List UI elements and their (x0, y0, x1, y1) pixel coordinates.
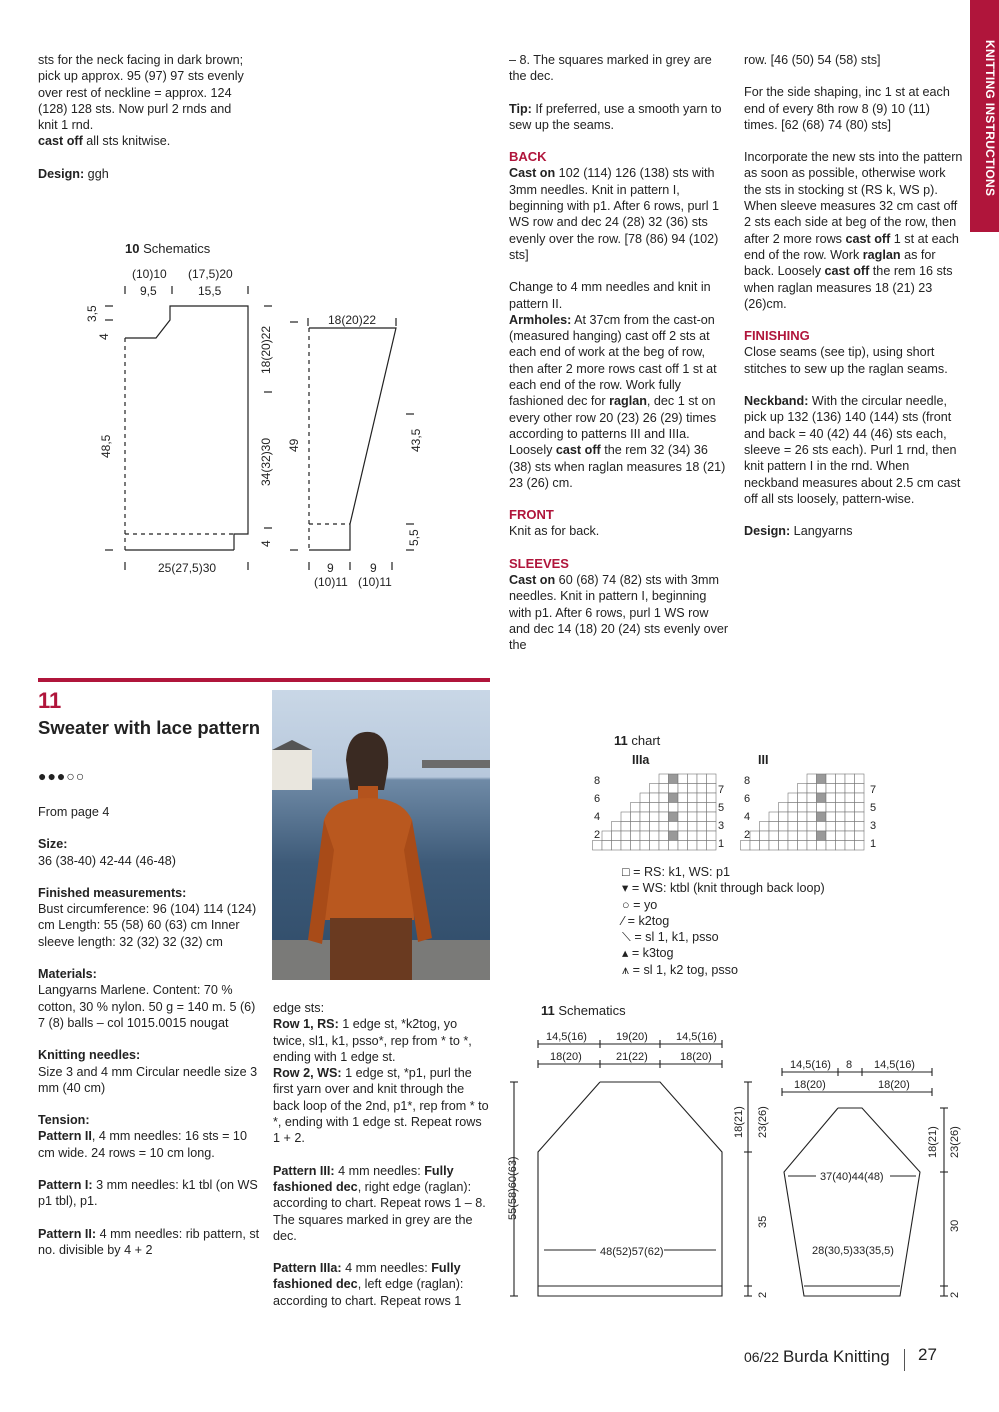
chart-cell (688, 822, 698, 832)
chart-cell (826, 784, 836, 794)
chart-cell (669, 803, 679, 813)
chart-cell (826, 812, 836, 822)
chart-cell (593, 841, 603, 851)
chart-cell (807, 831, 817, 841)
svg-text:6: 6 (744, 793, 751, 805)
materials-label: Materials: (38, 967, 97, 982)
svg-text:19(20): 19(20) (616, 1031, 648, 1043)
dim-label: 34(32)30 (259, 437, 273, 486)
from-page-text: From page 4 (38, 805, 110, 819)
chart-cell (678, 822, 688, 832)
size-label: Size: (38, 837, 68, 852)
chart-cell (817, 831, 827, 841)
chart-cell (788, 803, 798, 813)
page-footer (744, 1345, 937, 1366)
chart-cell (826, 831, 836, 841)
svg-text:7: 7 (718, 784, 725, 796)
chart-cell (798, 841, 808, 851)
side-shaping-text: For the side shaping, inc 1 st at each end of every 8th row 8 (9) 10 (11) times. [62 (68) 74 (80) sts] (744, 85, 950, 132)
svg-text:30: 30 (949, 1219, 961, 1232)
dim-label: 18(20)22 (328, 313, 377, 327)
change-needles-text: Change to 4 mm needles and knit in pattern II. (509, 280, 711, 311)
magazine-name: Burda Knitting (782, 1347, 890, 1366)
svg-text:4: 4 (594, 811, 601, 823)
chart-cell (602, 831, 612, 841)
chart-cell (621, 812, 631, 822)
chart-cell (845, 831, 855, 841)
chart-cell (826, 793, 836, 803)
svg-text:18(20): 18(20) (680, 1051, 712, 1063)
chart-cell (659, 793, 669, 803)
chart-cell (669, 784, 679, 794)
sleeves-heading: SLEEVES (509, 555, 569, 571)
chart-cell (612, 841, 622, 851)
chart-cell (798, 812, 808, 822)
top-column-1: sts for the neck facing in dark brown; pick up approx. 95 (97) 97 sts evenly over rest of neckline = approx. 124 (128) 128 sts. Now purl 2 rnds and knit 1 rnd. cast off all sts knitwise. Design: ggh (38, 52, 253, 198)
chart-cell (640, 812, 650, 822)
chart-cell (640, 822, 650, 832)
chart-cell (855, 841, 865, 851)
chart-cell (688, 803, 698, 813)
svg-text:4: 4 (744, 811, 751, 823)
chart-cell (669, 822, 679, 832)
svg-text:14,5(16): 14,5(16) (874, 1059, 915, 1071)
svg-text:7: 7 (870, 784, 877, 796)
svg-text:5: 5 (870, 802, 877, 814)
chart-cell (650, 822, 660, 832)
chart-cell (688, 841, 698, 851)
chart-cell (826, 841, 836, 851)
chart-cell (807, 803, 817, 813)
svg-text:1: 1 (870, 838, 877, 850)
design-label: Design: (744, 524, 791, 539)
chart-iii-cells (741, 774, 865, 850)
design-value: Langyarns (790, 524, 853, 539)
chart-cell (707, 822, 717, 832)
chart-cell (659, 841, 669, 851)
section-divider (38, 678, 490, 682)
tip-label: Tip: (509, 101, 532, 116)
chart-cell (650, 812, 660, 822)
chart-cell (855, 774, 865, 784)
size-value: 36 (38-40) 42-44 (46-48) (38, 853, 176, 868)
dim-label: 49 (287, 438, 301, 452)
chart-cell (826, 803, 836, 813)
svg-text:18(20): 18(20) (550, 1051, 582, 1063)
chart-cell (640, 841, 650, 851)
chart-cell (817, 822, 827, 832)
chart-cell (760, 831, 770, 841)
chart-cell (798, 784, 808, 794)
chart-cell (798, 793, 808, 803)
chart-cell (697, 812, 707, 822)
chart-cell (760, 841, 770, 851)
chart-iii-title: III (758, 753, 769, 767)
chart-cell (836, 812, 846, 822)
dim-label: 48,5 (99, 434, 113, 458)
chart-cell (788, 841, 798, 851)
svg-text:18(20): 18(20) (794, 1079, 826, 1091)
chart-cell (650, 803, 660, 813)
chart-11-title: 11 chart (614, 733, 661, 748)
chart-cell (845, 784, 855, 794)
chart-cell (845, 774, 855, 784)
chart-cell (845, 822, 855, 832)
chart-cell (621, 841, 631, 851)
dim-label: 9 (327, 561, 334, 575)
chart-cell (650, 784, 660, 794)
schematic-11-title: 11 Schematics (541, 1003, 626, 1018)
chart-cell (807, 841, 817, 851)
issue-number: 06/22 (744, 1349, 780, 1365)
cast-off-bold: cast off (38, 134, 83, 149)
chart-cell (669, 831, 679, 841)
chart-cell (659, 774, 669, 784)
chart-cell (640, 831, 650, 841)
chart-cell (650, 831, 660, 841)
legend-item: ▴ = k3tog (622, 946, 674, 961)
design-label: Design: (38, 166, 85, 181)
chart-cell (788, 822, 798, 832)
dim-label: (10)10 (132, 267, 167, 281)
chart-cell (855, 831, 865, 841)
tension-label: Tension: (38, 1113, 90, 1128)
chart-cell (788, 812, 798, 822)
chart-cell (688, 812, 698, 822)
schematic-11-diagram (500, 1020, 970, 1310)
dim-label: 4 (259, 540, 273, 547)
svg-text:23(26): 23(26) (757, 1106, 769, 1138)
chart-cell (769, 831, 779, 841)
chart-cell (688, 793, 698, 803)
chart-cell (688, 774, 698, 784)
chart-cell (631, 812, 641, 822)
armholes-label: Armholes: (509, 312, 572, 327)
chart-cell (845, 841, 855, 851)
chart-cell (817, 784, 827, 794)
chart-cell (697, 784, 707, 794)
chart-cell (612, 822, 622, 832)
svg-text:6: 6 (594, 793, 601, 805)
svg-text:55(58)60(63): 55(58)60(63) (507, 1156, 519, 1220)
chart-cell (659, 822, 669, 832)
svg-text:5: 5 (718, 802, 725, 814)
difficulty-rating: ●●●○○ (38, 768, 86, 784)
schematic-10-title: 10 Schematics (125, 241, 211, 256)
chart-cell (688, 831, 698, 841)
chart-cell (640, 793, 650, 803)
chart-cell (845, 793, 855, 803)
chart-cell (836, 774, 846, 784)
chart-cell (621, 831, 631, 841)
chart-legend (622, 864, 825, 978)
dim-label: 43,5 (409, 428, 423, 452)
chart-cell (855, 784, 865, 794)
svg-text:48(52)57(62): 48(52)57(62) (600, 1246, 664, 1258)
chart-iiia-title: IIIa (632, 753, 650, 767)
legend-item: ▾ = WS: ktbl (knit through back loop) (622, 881, 825, 896)
legend-item: ⩚ = sl 1, k2 tog, psso (622, 962, 738, 977)
chart-cell (855, 793, 865, 803)
legend-item: ⟍ = sl 1, k1, psso (622, 930, 719, 945)
svg-text:8: 8 (594, 775, 601, 787)
chart-cell (817, 793, 827, 803)
back-heading: BACK (509, 149, 547, 165)
svg-text:2: 2 (744, 829, 751, 841)
svg-text:8: 8 (744, 775, 751, 787)
chart-cell (845, 803, 855, 813)
svg-text:28(30,5)33(35,5): 28(30,5)33(35,5) (812, 1245, 894, 1257)
chart-cell (707, 812, 717, 822)
chart-cell (779, 841, 789, 851)
chart-cell (788, 831, 798, 841)
chart-cell (836, 822, 846, 832)
chart-cell (817, 774, 827, 784)
chart-cell (779, 812, 789, 822)
legend-item: ⁄ = k2tog (622, 913, 670, 928)
front-text: Knit as for back. (509, 524, 600, 539)
chart-cell (798, 822, 808, 832)
svg-text:2: 2 (594, 829, 601, 841)
chart-cell (836, 803, 846, 813)
pattern-i-label: Pattern I: (38, 1178, 93, 1193)
chart-cell (640, 803, 650, 813)
pattern-ii-label: Pattern II: (38, 1226, 97, 1241)
chart-cell (659, 803, 669, 813)
svg-text:35: 35 (757, 1215, 769, 1228)
chart-cell (855, 812, 865, 822)
chart-cell (707, 774, 717, 784)
design-value: ggh (84, 166, 109, 181)
svg-text:3: 3 (870, 820, 877, 832)
dim-label: (10)11 (314, 575, 348, 589)
row1-label: Row 1, RS: (273, 1017, 339, 1032)
finishing-heading: FINISHING (744, 328, 810, 344)
svg-text:23(26): 23(26) (949, 1126, 961, 1158)
dim-label: (17,5)20 (188, 267, 233, 281)
chart-cell (807, 774, 817, 784)
chart-cell (807, 784, 817, 794)
page-number: 27 (918, 1345, 937, 1364)
schematic-10-diagram (80, 262, 440, 592)
chart-cell (836, 831, 846, 841)
pattern-11-column-2: edge sts: Row 1, RS: 1 edge st, *k2tog, yo twice, sl1, k1, psso*, rep from * to *, ending with 1 edge st. Row 2, WS: 1 edge st, *p1, purl the first yarn over and knit through the back loop of the 2nd, p1*, rep from * to *, ending with 1 edge st. Repeat rows 1 + 2. Pattern III: 4 mm needles: Fully fashioned dec, right edge (raglan): according to chart. Repeat rows 1 – 8. The squares marked in grey are the dec. Pattern IIIa: 4 mm needles: Fully fashioned dec, left edge (raglan): according to chart. Repeat rows 1 (273, 1000, 491, 1309)
chart-cell (707, 803, 717, 813)
pattern-11-column-1: From page 4 Size: 36 (38-40) 42-44 (46-48) Finished measurements: Bust circumference: 96 (104) 114 (124) cm Length: 55 (58) 60 (63) cm Inner sleeve length: 32 (32) 32 (32) cm Materials: Langyarns Marlene. Content: 70 % cotton, 30 % nylon. 50 g = 140 m. 5 (6) 7 (8) balls – col 1015.0015 nougat Knitting needles: Size 3 and 4 mm Circular needle size 3 mm (40 cm) Tension: Pattern II, 4 mm needles: 16 sts = 10 cm wide. 24 rows = 10 cm long. Pattern I: 3 mm needles: k1 tbl (on WS p1 tbl), p1. Pattern II: 4 mm needles: rib pattern, st no. divisible by 4 + 2 (38, 805, 260, 1257)
pattern-iii-label: Pattern III: (273, 1163, 335, 1178)
legend-item: ○ = yo (622, 897, 658, 912)
chart-iiia-cells (593, 774, 717, 850)
dim-label: 15,5 (198, 284, 222, 298)
chart-cell (659, 831, 669, 841)
dim-label: (10)11 (358, 575, 392, 589)
chart-cell (650, 841, 660, 851)
chart-cell (678, 803, 688, 813)
chart-cell (807, 793, 817, 803)
sleeves-text: 60 (68) 74 (82) sts with 3mm needles. Knit in pattern I, beginning with p1. After 6 rows, purl 1 WS row and dec 14 (18) 20 (24) sts evenly over the (509, 573, 729, 653)
back-text: 102 (114) 126 (138) sts with 3mm needles. Knit in pattern I, beginning with p1. After 6 rows, purl 1 WS row and dec 24 (28) 32 (36) sts evenly over the row. [78 (86) 94 (102) sts] (509, 166, 720, 262)
chart-cell (807, 812, 817, 822)
measurements-label: Finished measurements: (38, 885, 187, 900)
chart-cell (826, 774, 836, 784)
chart-cell (798, 831, 808, 841)
tension-value: , 4 mm needles: 16 sts = 10 cm wide. 24 rows = 10 cm long. (38, 1129, 247, 1160)
chart-cell (788, 793, 798, 803)
chart-cell (760, 822, 770, 832)
front-heading: FRONT (509, 507, 554, 523)
svg-text:2: 2 (949, 1291, 961, 1298)
chart-cell (855, 822, 865, 832)
chart-cell (678, 831, 688, 841)
chart-cell (750, 831, 760, 841)
chart-cell (688, 784, 698, 794)
pattern-title: Sweater with lace pattern (38, 717, 261, 738)
top-column-3: – 8. The squares marked in grey are the dec. Tip: If preferred, use a smooth yarn to sew up the seams. BACK Cast on 102 (114) 126 (138) sts with 3mm needles. Knit in pattern I, beginning with p1. After 6 rows, purl 1 WS row and dec 24 (28) 32 (36) sts evenly over the row. [78 (86) 94 (102) sts] Change to 4 mm needles and knit in pattern II. Armholes: At 37cm from the cast-on (measured hanging) cast off 2 sts at each end of work at the beg of row, then after 2 more rows cast off 1 st at each end of the row. Work fully fashioned dec for raglan, dec 1 st on every other row 20 (23) 26 (29) times according to patterns III and IIIa. Loosely cast off the rem 32 (34) 36 (38) sts when raglan measures 18 (21) 23 (26) cm. FRONT Knit as for back. SLEEVES Cast on 60 (68) 74 (82) sts with 3mm needles. Knit in pattern I, beginning with p1. After 6 rows, purl 1 WS row and dec 14 (18) 20 (24) sts evenly over the (509, 53, 729, 653)
chart-cell (697, 822, 707, 832)
chart-cell (669, 774, 679, 784)
svg-text:8: 8 (846, 1059, 853, 1071)
svg-text:18(21): 18(21) (927, 1126, 939, 1158)
edge-sts-text: edge sts: (273, 1001, 325, 1015)
chart-cell (779, 803, 789, 813)
chart-cell (659, 784, 669, 794)
needles-label: Knitting needles: (38, 1048, 141, 1063)
chart-cell (826, 822, 836, 832)
needles-value: Size 3 and 4 mm Circular needle size 3 mm (40 cm) (38, 1064, 258, 1095)
chart-cell (631, 841, 641, 851)
chart-cell (621, 822, 631, 832)
chart-cell (669, 793, 679, 803)
chart-cell (631, 831, 641, 841)
chart-cell (697, 793, 707, 803)
chart-cell (769, 841, 779, 851)
chart-cell (669, 841, 679, 851)
chart-cell (697, 803, 707, 813)
svg-text:18(21): 18(21) (733, 1106, 745, 1138)
chart-cell (707, 793, 717, 803)
chart-cell (817, 803, 827, 813)
chart-cell (779, 831, 789, 841)
chart-11-grid (590, 748, 890, 856)
section-tab (970, 0, 999, 232)
dim-label: 4 (97, 333, 111, 340)
chart-cell (650, 793, 660, 803)
svg-text:14,5(16): 14,5(16) (546, 1031, 587, 1043)
dim-label: 5,5 (407, 529, 421, 546)
chart-cell (836, 793, 846, 803)
chart-cell (697, 841, 707, 851)
svg-text:18(20): 18(20) (878, 1079, 910, 1091)
chart-cell (769, 812, 779, 822)
chart-cell (697, 774, 707, 784)
chart-cell (817, 841, 827, 851)
chart-cell (678, 793, 688, 803)
chart-cell (612, 831, 622, 841)
chart-cell (602, 841, 612, 851)
chart-cell (779, 822, 789, 832)
chart-cell (678, 784, 688, 794)
chart-cell (697, 831, 707, 841)
svg-text:1: 1 (718, 838, 725, 850)
grey-squares-text: – 8. The squares marked in grey are the dec. (509, 53, 712, 84)
svg-text:14,5(16): 14,5(16) (676, 1031, 717, 1043)
pattern-number: 11 (38, 688, 62, 713)
pattern-iiia-label: Pattern IIIa: (273, 1261, 342, 1276)
svg-text:3: 3 (718, 820, 725, 832)
top-column-4: row. [46 (50) 54 (58) sts] For the side shaping, inc 1 st at each end of every 8th row 8 (9) 10 (11) times. [62 (68) 74 (80) sts] Incorporate the new sts into the pattern as soon as possible, otherwise work the sts in stocking st (RS k, WS p). When sleeve measures 32 cm cast off 2 sts each side at beg of the row, then after 2 more rows cast off 1 st at each end of the row. Work raglan as for back. Loosely cast off the rem 16 sts when raglan measures 18 (21) 23 (26)cm. FINISHING Close seams (see tip), using short stitches to sew up the raglan seams. Neckband: With the circular needle, pick up 132 (136) 140 (144) sts (front and back = 40 (42) 44 (46) sts each, sleeve = 26 sts each). Purl 1 rnd, then knit pattern I in the rnd. When neckband measures about 2.5 cm cast off all sts loosely, pattern-wise. Design: Langyarns (744, 53, 963, 539)
chart-cell (836, 784, 846, 794)
chart-cell (817, 812, 827, 822)
chart-cell (631, 822, 641, 832)
chart-cell (807, 822, 817, 832)
chart-cell (678, 774, 688, 784)
chart-cell (678, 812, 688, 822)
chart-cell (836, 841, 846, 851)
neck-facing-text: sts for the neck facing in dark brown; pick up approx. 95 (97) 97 sts evenly over rest of neckline = approx. 124 (128) 128 sts. Now purl 2 rnds and knit 1 rnd. (38, 53, 244, 133)
materials-value: Langyarns Marlene. Content: 70 % cotton, 30 % nylon. 50 g = 140 m. 5 (6) 7 (8) balls – col 1015.0015 nougat (38, 983, 256, 1030)
chart-cell (659, 812, 669, 822)
model-photo (272, 690, 490, 980)
svg-text:14,5(16): 14,5(16) (790, 1059, 831, 1071)
dim-label: 9 (370, 561, 377, 575)
sleeve-sts-text: row. [46 (50) 54 (58) sts] (744, 53, 881, 67)
svg-text:37(40)44(48): 37(40)44(48) (820, 1171, 884, 1183)
model-photo-illustration (272, 690, 490, 980)
dim-label: 9,5 (140, 284, 157, 298)
chart-cell (669, 812, 679, 822)
chart-cell (631, 803, 641, 813)
dim-label: 18(20)22 (259, 325, 273, 374)
chart-cell (707, 841, 717, 851)
chart-cell (741, 841, 751, 851)
chart-cell (707, 784, 717, 794)
svg-text:2: 2 (757, 1291, 769, 1298)
measurements-value: Bust circumference: 96 (104) 114 (124) cm Length: 55 (58) 60 (63) cm Inner sleeve length: 32 (32) 32 (32) cm (38, 902, 257, 949)
row2-label: Row 2, WS: (273, 1066, 342, 1081)
chart-cell (845, 812, 855, 822)
chart-cell (750, 841, 760, 851)
chart-cell (855, 803, 865, 813)
legend-item: □ = RS: k1, WS: p1 (622, 865, 731, 879)
chart-cell (678, 841, 688, 851)
finishing-text: Close seams (see tip), using short stitches to sew up the raglan seams. (744, 345, 948, 376)
dim-label: 3,5 (85, 305, 99, 322)
chart-cell (798, 803, 808, 813)
chart-cell (769, 822, 779, 832)
neckband-label: Neckband: (744, 394, 809, 409)
chart-cell (707, 831, 717, 841)
section-tab-label: KNITTING INSTRUCTIONS (983, 40, 997, 197)
dim-label: 25(27,5)30 (158, 561, 217, 575)
svg-text:21(22): 21(22) (616, 1051, 648, 1063)
